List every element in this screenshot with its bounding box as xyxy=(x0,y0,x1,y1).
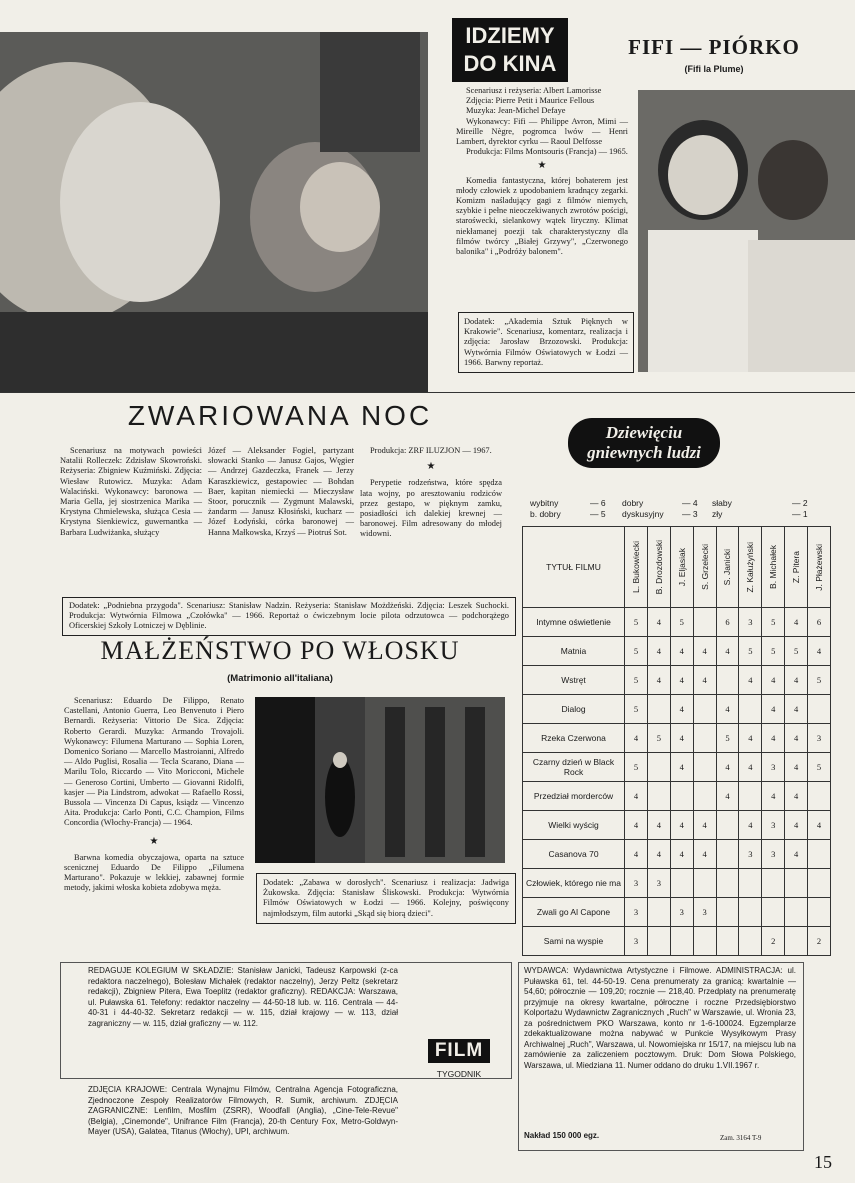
score-cell: 4 xyxy=(647,840,670,869)
zwariowana-col-2 xyxy=(208,446,354,538)
fifi-addon-text: Dodatek: „Akademia Sztuk Pięknych w Krakowie". Scenariusz, komentarz, realizacja i zdjęcia: Jarosław Brzozowski. Produkcja: Wytwórnia Filmów Oświatowych w Łodzi — 1966. Barwny reportaż. xyxy=(464,317,628,367)
fifi-title: FIFI — PIÓRKO xyxy=(628,35,800,59)
score-cell xyxy=(762,869,785,898)
score-cell: 4 xyxy=(670,753,693,782)
critic-name: B. Drozdowski xyxy=(653,539,664,595)
critic-header xyxy=(762,527,785,608)
legend-value-6: — 1 xyxy=(792,509,808,519)
score-cell: 4 xyxy=(647,811,670,840)
score-cell: 3 xyxy=(647,869,670,898)
score-cell: 5 xyxy=(670,608,693,637)
film-title: Sami na wyspie xyxy=(523,927,625,956)
film-title: Matnia xyxy=(523,637,625,666)
score-cell xyxy=(739,695,762,724)
ratings-title-line-2: gniewnych ludzi xyxy=(587,443,701,462)
score-cell: 4 xyxy=(785,695,808,724)
footer-wydawca: WYDAWCA: Wydawnictwa Artystyczne i Filmowe. ADMINISTRACJA: ul. Puławska 61, tel. 44-50-19. Cena prenumeraty za granicą: kwartalnie — 54,60; półrocznie — 109,20; rocznie — 218,40. Przedpłaty na prenumeratę przyjmuje na okresy kwartalne, półroczne i roczne Przedsiębiorstwo Kolportażu Wydawnictw Zagranicznych „Ruch" w Warszawie, ul. Wronia 23, za pośrednictwem PKO Warszawa, konto nr 1-6-100024. Egzemplarze zdekaktualizowane można nabywać w Punkcie Wysyłkowym Prasy Archiwalnej „Ruch", Warszawa, ul. Nowomiejska nr 15/17, na miejscu lub na zamówienie za zaliczeniem pocztowym. Druk: Dom Słowa Polskiego, Warszawa, ul. Miedziana 11. Numer oddano do druku 1.VII.1967 r. xyxy=(524,966,796,1070)
film-title: Wstręt xyxy=(523,666,625,695)
fifi-credits xyxy=(456,86,628,257)
film-title: Człowiek, którego nie ma xyxy=(523,869,625,898)
zwariowana-star: ★ xyxy=(426,461,436,473)
score-cell: 4 xyxy=(693,811,716,840)
malzenstwo-star: ★ xyxy=(149,835,159,847)
page-number: 15 xyxy=(814,1152,832,1172)
score-cell xyxy=(693,927,716,956)
score-cell xyxy=(808,695,831,724)
film-title: Dialog xyxy=(523,695,625,724)
score-cell: 3 xyxy=(808,724,831,753)
malzenstwo-title: MAŁŻEŃSTWO PO WŁOSKU xyxy=(100,636,460,665)
score-cell: 5 xyxy=(785,637,808,666)
fifi-description: Komedia fantastyczna, której bohaterem jest młody człowiek z upodobaniem kradnący zegarki. Komizm naśladujący gagi z filmów niemych, szybkie i pełne nieoczekiwanych zwrotów pościgi, starośwecki, sielankowy wątek liryczny. Klimat niekłamanej poezji tak charakterystyczny dla filmów twórcy „Białej Grzywy", „Czerwonego balonika" i „Podróży balonem". xyxy=(456,175,628,257)
score-cell: 5 xyxy=(647,724,670,753)
score-cell: 3 xyxy=(762,811,785,840)
photo-malzenstwo xyxy=(255,697,505,863)
score-cell: 4 xyxy=(625,782,648,811)
score-cell xyxy=(693,782,716,811)
score-cell: 5 xyxy=(739,637,762,666)
score-cell: 2 xyxy=(808,927,831,956)
film-title: Zwali go Al Capone xyxy=(523,898,625,927)
table-row xyxy=(523,666,831,695)
score-cell xyxy=(670,782,693,811)
score-cell xyxy=(670,869,693,898)
footer-zdjecia: ZDJĘCIA KRAJOWE: Centrala Wynajmu Filmów, Centralna Agencja Fotograficzna, Zjednoczone Zespoły Realizatorów Filmowych, R. Sumik, archiwum. ZDJĘCIA ZAGRANICZNE: Lenfilm, Mosfilm (ZSRR), Woodfall (Anglia), „Cine-Tele-Revue" (Belgia), „Cinemonde", Unifrance Film (Francja), 20-th Century Fox, Metro-Goldwyn-Mayer (USA), Galatea, Titanus (Włochy), UPI, archiwum. xyxy=(88,1085,398,1136)
film-logo-sub: TYGODNIK xyxy=(436,1069,482,1079)
film-title: Wielki wyścig xyxy=(523,811,625,840)
logo-line-2: DO KINA xyxy=(463,51,557,76)
fifi-credit-4: Wykonawcy: Fifi — Philippe Avron, Mimi — Mireille Nègre, pogromca lwów — Henri Lambert, dyrektor cyrku — Raoul Delfosse xyxy=(456,116,628,147)
section-logo xyxy=(452,18,568,82)
malzenstwo-addon-text: Dodatek: „Zabawa w dorosłych". Scenariusz i realizacja: Jadwiga Żukowska. Zdjęcia: Stanisław Śliskowski. Produkcja: Wytwórnia Filmów Oświatowych w Łodzi — 1966. Kolejny, poświęcony najmłodszym, film autorki „Skąd się biorą dzieci". xyxy=(263,878,509,918)
score-cell: 4 xyxy=(785,782,808,811)
score-cell xyxy=(670,927,693,956)
score-cell: 4 xyxy=(625,724,648,753)
score-cell: 5 xyxy=(625,608,648,637)
ratings-table xyxy=(522,526,831,956)
logo-line-1: IDZIEMY xyxy=(465,23,555,48)
footer-redakcja: REDAGUJE KOLEGIUM W SKŁADZIE: Stanisław Janicki, Tadeusz Karpowski (z-ca redaktora naczelnego), Bolesław Michałek (redaktor naczelny), Jerzy Peltz (sekretarz redakcji), Zbigniew Pitera, Ewa Toeplitz (redaktor graficzny). REDAKCJA: Warszawa, ul. Puławska 61. Telefony: redaktor naczelny — 44-50-18 lub. w. 116. Centrala — 44-40-31 i 44-40-32. Sekretarz redakcji — w. 115, dział krajowy — w. 113, dział zagraniczny — w. 115, dział graficzny — w. 112. xyxy=(88,966,398,1028)
score-cell xyxy=(785,927,808,956)
photo-fifi-right xyxy=(638,90,855,372)
score-cell: 5 xyxy=(625,637,648,666)
legend-label-5: dyskusyjny xyxy=(622,509,664,519)
score-cell: 4 xyxy=(739,666,762,695)
score-cell: 4 xyxy=(647,666,670,695)
score-cell xyxy=(808,782,831,811)
score-cell: 4 xyxy=(785,753,808,782)
score-cell: 5 xyxy=(716,724,739,753)
legend-label-3: słaby xyxy=(712,498,732,508)
score-cell: 3 xyxy=(693,898,716,927)
score-cell: 4 xyxy=(647,637,670,666)
zwariowana-production: Produkcja: ZRF ILUZJON — 1967. xyxy=(370,446,492,455)
score-cell: 4 xyxy=(785,666,808,695)
score-cell xyxy=(647,927,670,956)
table-row xyxy=(523,869,831,898)
score-cell xyxy=(716,927,739,956)
score-cell xyxy=(716,811,739,840)
score-cell: 4 xyxy=(808,637,831,666)
fifi-credit-3: Muzyka: Jean-Michel Defaye xyxy=(466,106,566,116)
malzenstwo-subtitle: (Matrimonio all'italiana) xyxy=(227,673,333,684)
ratings-header-row xyxy=(523,527,831,608)
table-row xyxy=(523,811,831,840)
score-cell: 5 xyxy=(625,753,648,782)
score-cell xyxy=(716,898,739,927)
score-cell: 4 xyxy=(762,782,785,811)
footer-naklad: Nakład 150 000 egz. xyxy=(524,1131,600,1140)
score-cell: 4 xyxy=(693,840,716,869)
legend-value-3: — 2 xyxy=(792,498,808,508)
fifi-star: ★ xyxy=(537,160,547,172)
score-cell: 5 xyxy=(762,637,785,666)
score-cell: 4 xyxy=(716,637,739,666)
critic-name: Z. Pitera xyxy=(791,550,802,584)
table-row xyxy=(523,840,831,869)
score-cell xyxy=(762,898,785,927)
score-cell: 4 xyxy=(808,811,831,840)
critic-name: L. Bukowiecki xyxy=(630,541,641,593)
score-cell: 4 xyxy=(716,753,739,782)
score-cell: 4 xyxy=(739,724,762,753)
score-cell: 4 xyxy=(647,608,670,637)
score-cell: 4 xyxy=(670,724,693,753)
score-cell: 3 xyxy=(625,898,648,927)
legend-value-5: — 3 xyxy=(682,509,698,519)
critic-header xyxy=(693,527,716,608)
film-title: Przedział morderców xyxy=(523,782,625,811)
table-row xyxy=(523,782,831,811)
score-cell: 5 xyxy=(808,666,831,695)
zwariowana-addon-text: Dodatek: „Podniebna przygoda". Scenariusz: Stanisław Nadzin. Reżyseria: Stanisław Możdżeński. Zdjęcia: Leszek Suchocki. Produkcja: Wytwórnia Filmowa „Czołówka" — 1966. Reportaż o ćwiczebnym locie pilota odrzutowca — podchorążego Oficerskiej Szkoły Lotniczej w Dęblinie. xyxy=(69,601,509,631)
critic-name: S. Janicki xyxy=(722,548,733,586)
table-row xyxy=(523,927,831,956)
score-cell xyxy=(693,695,716,724)
score-cell xyxy=(785,898,808,927)
score-cell xyxy=(647,695,670,724)
fifi-credit-1: Scenariusz i reżyseria: Albert Lamorisse xyxy=(466,86,602,95)
score-cell xyxy=(808,840,831,869)
critic-name: B. Michałek xyxy=(768,545,779,589)
critic-name: Z. Kałużyński xyxy=(745,541,756,593)
score-cell: 5 xyxy=(625,666,648,695)
score-cell: 4 xyxy=(670,666,693,695)
score-cell xyxy=(716,840,739,869)
zwariowana-title: ZWARIOWANA NOC xyxy=(127,400,433,431)
score-cell xyxy=(716,869,739,898)
score-cell: 4 xyxy=(693,637,716,666)
table-row xyxy=(523,695,831,724)
critic-name: J. Płażewski xyxy=(814,543,825,591)
score-cell xyxy=(693,753,716,782)
legend-value-1: — 6 xyxy=(590,498,606,508)
legend-value-4: — 5 xyxy=(590,509,606,519)
table-row xyxy=(523,898,831,927)
score-cell: 3 xyxy=(739,840,762,869)
fifi-credit-5: Produkcja: Films Montsouris (Francja) — 1965. xyxy=(466,147,628,157)
score-cell: 4 xyxy=(739,811,762,840)
zwariowana-col-3 xyxy=(360,446,502,540)
film-logo xyxy=(428,1039,490,1063)
score-cell: 3 xyxy=(625,869,648,898)
critic-name: J. Eljasiak xyxy=(676,547,687,587)
score-cell: 6 xyxy=(716,608,739,637)
score-cell xyxy=(693,608,716,637)
film-title: Rzeka Czerwona xyxy=(523,724,625,753)
footer-zam: Zam. 3164 T-9 xyxy=(720,1134,762,1142)
legend-label-4: b. dobry xyxy=(530,509,561,519)
score-cell: 3 xyxy=(739,608,762,637)
score-cell xyxy=(739,927,762,956)
fifi-credit-2: Zdjęcia: Pierre Petit i Maurice Fellous xyxy=(466,96,595,106)
score-cell: 4 xyxy=(762,666,785,695)
critic-header xyxy=(785,527,808,608)
fifi-addon-box xyxy=(458,312,634,373)
zwariowana-col1-text: Scenariusz na motywach powieści Natalii Rolleczek: Zdzisław Skowroński. Reżyseria: Zbigniew Kuźmiński. Zdjęcia: Wiesław Rutowicz. Muzyka: Adam Walaciński. Wykonawcy: baronowa — Maria Gella, jej siostrzenica Marika — Krystyna Chmielewska, służąca Cesia — Krystyna Sienkiewicz, guwernantka — Barbara Ludwiżanka, służący xyxy=(60,446,202,537)
legend-value-2: — 4 xyxy=(682,498,698,508)
film-title: Czarny dzień w Black Rock xyxy=(523,753,625,782)
score-cell xyxy=(647,782,670,811)
table-row xyxy=(523,724,831,753)
critic-header xyxy=(739,527,762,608)
malzenstwo-credits xyxy=(64,696,244,894)
legend-label-6: zły xyxy=(712,509,723,519)
score-cell: 4 xyxy=(785,608,808,637)
score-cell: 3 xyxy=(762,840,785,869)
score-cell: 4 xyxy=(625,840,648,869)
score-cell: 3 xyxy=(670,898,693,927)
score-cell: 5 xyxy=(808,753,831,782)
critic-header xyxy=(716,527,739,608)
score-cell: 4 xyxy=(785,724,808,753)
score-cell: 5 xyxy=(625,695,648,724)
score-cell: 4 xyxy=(785,811,808,840)
table-row xyxy=(523,637,831,666)
score-cell: 2 xyxy=(762,927,785,956)
legend-label-2: dobry xyxy=(622,498,644,508)
score-cell xyxy=(739,869,762,898)
table-row xyxy=(523,753,831,782)
zwariowana-description: Perypetie rodzeństwa, które spędza lata wojny, po aresztowaniu rodziców przez gestapo, w pięknym zamku, posiadłości ich dalekiej krewnej — baronowej. Film adresowany do młodej widowni. xyxy=(360,478,502,539)
film-logo-text: FILM xyxy=(434,1040,484,1061)
malzenstwo-addon-box xyxy=(256,873,516,924)
photo-fifi-scene-left xyxy=(0,32,428,392)
score-cell xyxy=(716,666,739,695)
score-cell: 4 xyxy=(693,666,716,695)
critic-header xyxy=(625,527,648,608)
zwariowana-col-1 xyxy=(60,446,202,538)
score-cell: 4 xyxy=(716,782,739,811)
score-cell xyxy=(647,898,670,927)
score-cell: 3 xyxy=(625,927,648,956)
score-cell: 4 xyxy=(670,637,693,666)
film-title: Intymne oświetlenie xyxy=(523,608,625,637)
score-cell: 4 xyxy=(670,695,693,724)
score-cell: 4 xyxy=(670,840,693,869)
malzenstwo-credits-text: Scenariusz: Eduardo De Filippo, Renato Castellani, Antonio Guerra, Leo Benvenuto i Piero Bernardi. Reżyseria: Vittorio De Sica. Zdjęcia: Roberto Gerardi. Muzyka: Armando Trovajoli. Wykonawcy: Filumena Marturano — Sophia Loren, Domenico Soriano — Marcello Mastroianni, Alfredo — Aldo Puglisi, Rosalia — Tecla Scarano, Diana — Marilu Tolo, Riccardo — Vito Moricconi, Michele — Generoso Cortini, Umberto — Giovanni Ridolfi, kasjer — Pia Lindstrom, adwokat — Rafaello Rossi, Bussola — Vincenza Di Capus, ksiądz — Vincenzo Aita. Produkcja: Carlo Ponti, C.C. Champion, Films Concordia (Włochy-Francja) — 1964. xyxy=(64,696,244,828)
critic-name: S. Grzelecki xyxy=(699,544,710,590)
score-cell: 4 xyxy=(762,724,785,753)
zwariowana-col2-text: Józef — Aleksander Fogiel, partyzant słowacki Stanko — Janusz Gajos, Węgier — Andrzej Gazdeczka, Franek — Jerzy Karaszkiewicz, gestapowiec — Bohdan Baer, kapitan niemiecki — Mieczysław Stoor, porucznik — Zygmunt Malawski, żandarm — Janusz Kłosiński, kucharz — Józef Łodyński, córka baronowej — Hanna Małkowska, Krzyś — Piotruś Sot. xyxy=(208,446,354,537)
malzenstwo-description: Barwna komedia obyczajowa, oparta na sztuce scenicznej Eduardo De Filippo „Filumena Marturano". Pokazuje w lekkiej, zabawnej formie metody, jakimi włoska kobieta zdobywa męża. xyxy=(64,852,244,893)
score-cell: 4 xyxy=(625,811,648,840)
legend-label-1: wybitny xyxy=(530,498,559,508)
score-cell: 4 xyxy=(739,753,762,782)
table-row xyxy=(523,608,831,637)
score-cell: 4 xyxy=(785,840,808,869)
score-cell: 5 xyxy=(762,608,785,637)
score-cell xyxy=(808,898,831,927)
critic-header xyxy=(647,527,670,608)
score-cell: 4 xyxy=(762,695,785,724)
film-title: Casanova 70 xyxy=(523,840,625,869)
score-cell xyxy=(647,753,670,782)
fifi-subtitle: (Fifi la Plume) xyxy=(684,64,744,74)
score-cell: 4 xyxy=(716,695,739,724)
ratings-title-badge xyxy=(568,418,720,468)
ratings-title-line-1: Dziewięciu xyxy=(605,423,683,442)
score-cell: 6 xyxy=(808,608,831,637)
score-cell: 4 xyxy=(670,811,693,840)
zwariowana-addon-box xyxy=(62,597,516,636)
critic-header xyxy=(808,527,831,608)
score-cell: 3 xyxy=(762,753,785,782)
score-cell xyxy=(808,869,831,898)
score-cell xyxy=(785,869,808,898)
score-cell xyxy=(739,898,762,927)
score-cell xyxy=(693,869,716,898)
score-cell xyxy=(739,782,762,811)
ratings-header-title: TYTUŁ FILMU xyxy=(523,527,625,608)
critic-header xyxy=(670,527,693,608)
score-cell xyxy=(693,724,716,753)
